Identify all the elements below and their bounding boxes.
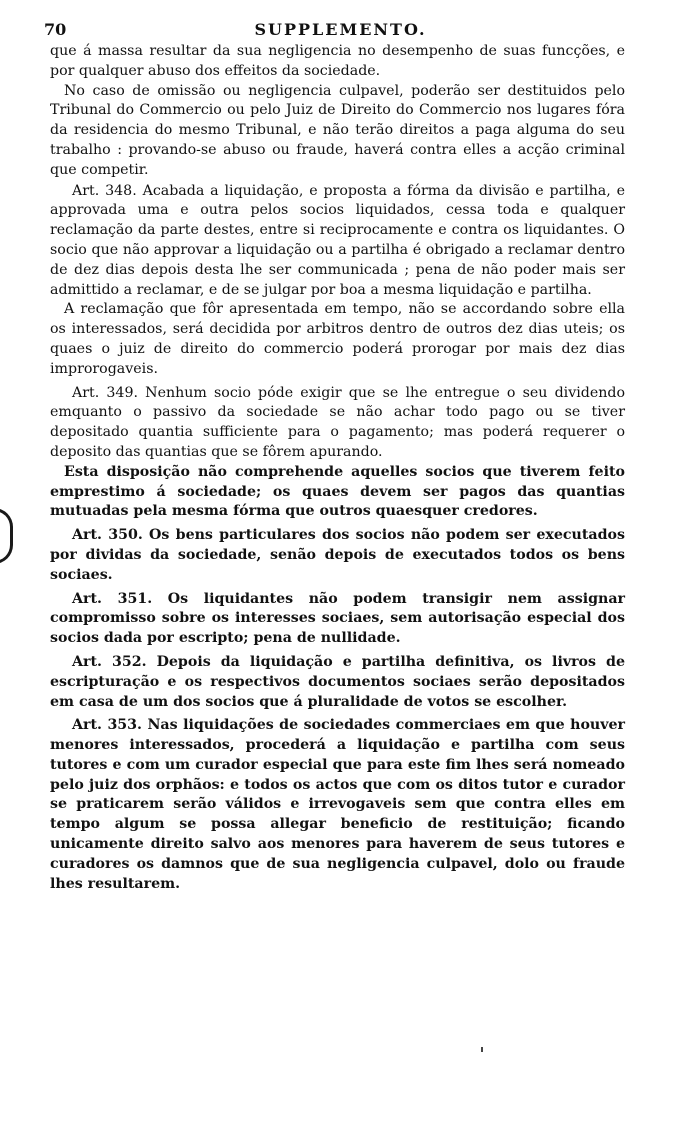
paragraph-disposition: Esta disposição não comprehende aquelles socios que tiverem feito emprestimo á sociedade; os quaes devem ser pagos das quantias mutuadas pela mesma fórma que outros quaesquer credores.: [50, 463, 625, 520]
ink-speck: [481, 1047, 483, 1052]
article-349: Art. 349. Nenhum socio póde exigir que se lhe entregue o seu dividendo emquanto o passivo da sociedade se não achar todo pago ou se tiver depositado quantia sufficiente para o pagamento; mas poderá requerer o deposito das quantias que se fôrem apurando.: [50, 384, 625, 460]
paragraph-omission: No caso de omissão ou negligencia culpavel, poderão ser destituidos pelo Tribunal do Commercio ou pelo Juiz de Direito do Commercio nos lugares fóra da residencia do mesmo Tribunal, e não terão direitos a paga alguma do seu trabalho : provando-se abuso ou fraude, haverá contra elles a acção criminal que competir.: [50, 82, 625, 178]
article-351: Art. 351. Os liquidantes não podem transigir nem assignar compromisso sobre os interesses sociaes, sem autorisação especial dos socios dada por escripto; pena de nullidade.: [50, 590, 625, 647]
body-text: [50, 42, 625, 894]
paragraph-continuation: que á massa resultar da sua negligencia no desempenho de suas funcções, e por qualquer abuso dos effeitos da sociedade.: [50, 43, 625, 79]
binding-hole-mark: [0, 508, 13, 564]
article-348: Art. 348. Acabada a liquidação, e proposta a fórma da divisão e partilha, e approvada uma e outra pelos socios liquidados, cessa toda e qualquer reclamação da parte destes, entre si reciprocamente e contra os liquidantes. O socio que não approvar a liquidação ou a partilha é obrigado a reclamar dentro de dez dias depois desta lhe ser communicada ; pena de não poder mais ser admittido a reclamar, e de se julgar por boa a mesma liquidação e partilha.: [50, 182, 625, 298]
running-title: SUPPLEMENTO.: [254, 20, 427, 39]
article-353: Art. 353. Nas liquidações de sociedades commerciaes em que houver menores interessados, procederá a liquidação e partilha com seus tutores e com um curador especial que para este fim lhes será nomeado pelo juiz dos orphãos: e todos os actos que com os ditos tutor e curador se praticarem serão válidos e irrevogaveis sem que contra elles em tempo algum se possa allegar beneficio de restituição; ficando unicamente direito salvo aos menores para haverem de seus tutores e curadores os damnos que de sua negligencia culpavel, dolo ou fraude lhes resultarem.: [50, 717, 625, 892]
paragraph-reclamation: A reclamação que fôr apresentada em tempo, não se accordando sobre ella os interessados, será decidida por arbitros dentro de outros dez dias uteis; os quaes o juiz de direito do commercio poderá prorogar por mais dez dias improrogaveis.: [50, 301, 625, 377]
article-350: Art. 350. Os bens particulares dos socios não podem ser executados por dividas da sociedade, senão depois de executados todos os bens sociaes.: [50, 527, 625, 583]
article-352: Art. 352. Depois da liquidação e partilha definitiva, os livros de escripturação e os respectivos documentos sociaes serão depositados em casa de um dos socios que á pluralidade de votos se escolher.: [50, 653, 625, 710]
page-header: [44, 16, 637, 42]
page-number: 70: [44, 20, 67, 39]
